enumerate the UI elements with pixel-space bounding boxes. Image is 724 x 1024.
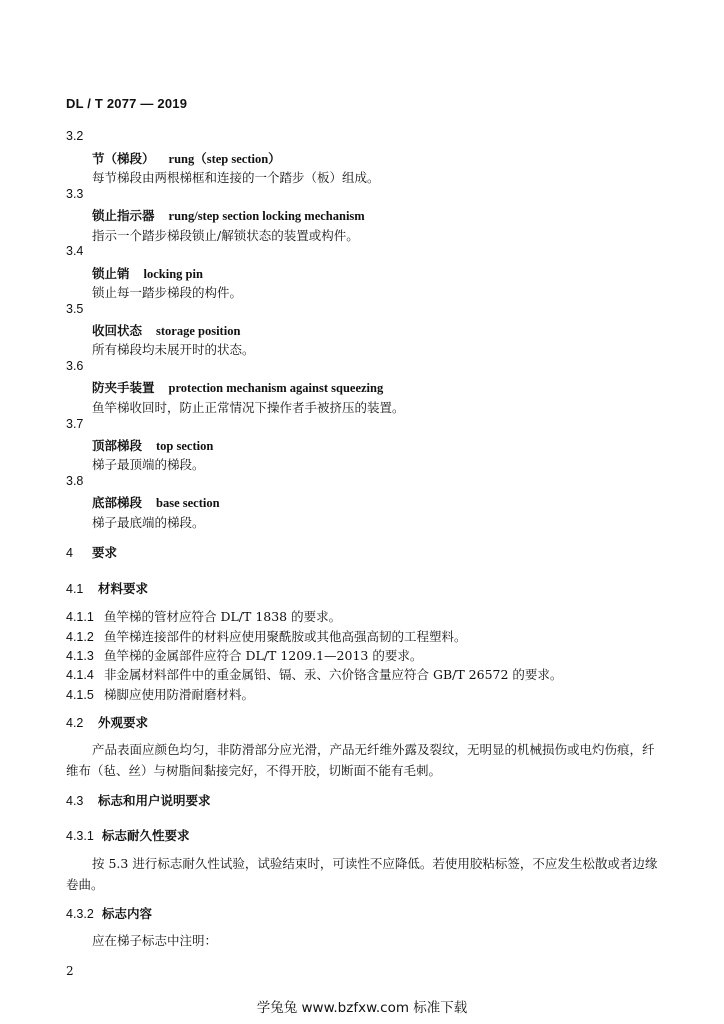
clause-number: 3.8 <box>66 474 84 488</box>
section-heading <box>66 826 190 844</box>
term-definition: 梯子最底端的梯段。 <box>92 515 205 530</box>
list-item <box>66 685 254 703</box>
term-heading <box>92 493 220 511</box>
term-heading <box>92 378 383 396</box>
list-item <box>66 646 422 664</box>
item-number: 4.1.4 <box>66 668 94 682</box>
term-cn: 节（梯段） <box>92 151 155 166</box>
term-heading <box>92 321 240 339</box>
term-cn: 收回状态 <box>92 323 143 338</box>
section-number: 4.3.2 <box>66 907 94 921</box>
term-en: top section <box>156 439 214 453</box>
term-definition: 每节梯段由两根梯框和连接的一个踏步（板）组成。 <box>92 170 380 185</box>
section-number: 4.1 <box>66 582 84 596</box>
item-number: 4.1.2 <box>66 630 94 644</box>
section-number: 4.3.1 <box>66 829 94 843</box>
term-en: base section <box>156 496 220 510</box>
term-cn: 防夹手装置 <box>92 380 155 395</box>
paragraph: 按 5.3 进行标志耐久性试验，试验结束时，可读性不应降低。若使用胶粘标签，不应发生松散或者边缘卷曲。 <box>66 856 658 892</box>
section-heading <box>66 791 211 809</box>
section-heading <box>66 543 117 561</box>
item-text: 鱼竿梯连接部件的材料应使用聚酰胺或其他高强高韧的工程塑料。 <box>104 629 467 644</box>
section-number: 4.3 <box>66 794 84 808</box>
item-number: 4.1.3 <box>66 649 94 663</box>
item-text: 鱼竿梯的金属部件应符合 DL/T 1209.1—2013 的要求。 <box>104 648 423 663</box>
section-title: 标志内容 <box>102 906 153 921</box>
term-definition: 鱼竿梯收回时，防止正常情况下操作者手被挤压的装置。 <box>92 400 405 415</box>
term-en: rung/step section locking mechanism <box>168 209 365 223</box>
footer-watermark: 学兔兔 www.bzfxw.com 标准下载 <box>256 1000 468 1016</box>
section-heading <box>66 713 148 731</box>
clause-number: 3.5 <box>66 302 84 316</box>
item-text: 鱼竿梯的管材应符合 DL/T 1838 的要求。 <box>104 609 342 624</box>
section-number: 4 <box>66 546 73 560</box>
term-heading <box>92 264 203 282</box>
term-definition: 锁止每一踏步梯段的构件。 <box>92 285 243 300</box>
clause-number: 3.3 <box>66 187 84 201</box>
clause-number: 3.2 <box>66 129 84 143</box>
term-definition: 指示一个踏步梯段锁止/解锁状态的装置或构件。 <box>92 228 359 243</box>
term-en: protection mechanism against squeezing <box>168 381 384 395</box>
clause-number: 3.4 <box>66 244 84 258</box>
paragraph: 产品表面应颜色均匀，非防滑部分应光滑，产品无纤维外露及裂纹，无明显的机械损伤或电灼伤痕，纤维布（毡、丝）与树脂间黏接完好，不得开胶，切断面不能有毛刺。 <box>66 742 655 778</box>
term-heading <box>92 436 213 454</box>
list-item <box>66 607 341 625</box>
section-title: 外观要求 <box>98 715 149 730</box>
term-cn: 顶部梯段 <box>92 438 143 453</box>
list-item <box>66 665 562 683</box>
clause-number: 3.7 <box>66 417 84 431</box>
section-title: 标志和用户说明要求 <box>98 793 211 808</box>
term-heading <box>92 149 281 167</box>
term-en: storage position <box>156 324 241 338</box>
item-number: 4.1.5 <box>66 688 94 702</box>
section-heading <box>66 904 152 922</box>
paragraph: 应在梯子标志中注明： <box>92 933 218 948</box>
term-definition: 梯子最顶端的梯段。 <box>92 457 205 472</box>
document-header: DL / T 2077 — 2019 <box>66 96 188 111</box>
term-en: locking pin <box>143 267 203 281</box>
list-item <box>66 627 467 645</box>
term-definition: 所有梯段均未展开时的状态。 <box>92 342 255 357</box>
section-number: 4.2 <box>66 716 84 730</box>
term-heading <box>92 206 365 224</box>
term-cn: 锁止指示器 <box>92 208 155 223</box>
section-heading <box>66 579 148 597</box>
term-cn: 底部梯段 <box>92 495 143 510</box>
section-title: 标志耐久性要求 <box>102 828 190 843</box>
item-text: 梯脚应使用防滑耐磨材料。 <box>104 687 255 702</box>
item-text: 非金属材料部件中的重金属铅、镉、汞、六价铬含量应符合 GB/T 26572 的要求。 <box>104 667 563 682</box>
item-number: 4.1.1 <box>66 610 94 624</box>
term-en: rung（step section） <box>168 152 281 166</box>
page-number: 2 <box>66 964 74 978</box>
section-title: 要求 <box>92 545 118 560</box>
clause-number: 3.6 <box>66 359 84 373</box>
section-title: 材料要求 <box>98 581 149 596</box>
term-cn: 锁止销 <box>92 266 130 281</box>
